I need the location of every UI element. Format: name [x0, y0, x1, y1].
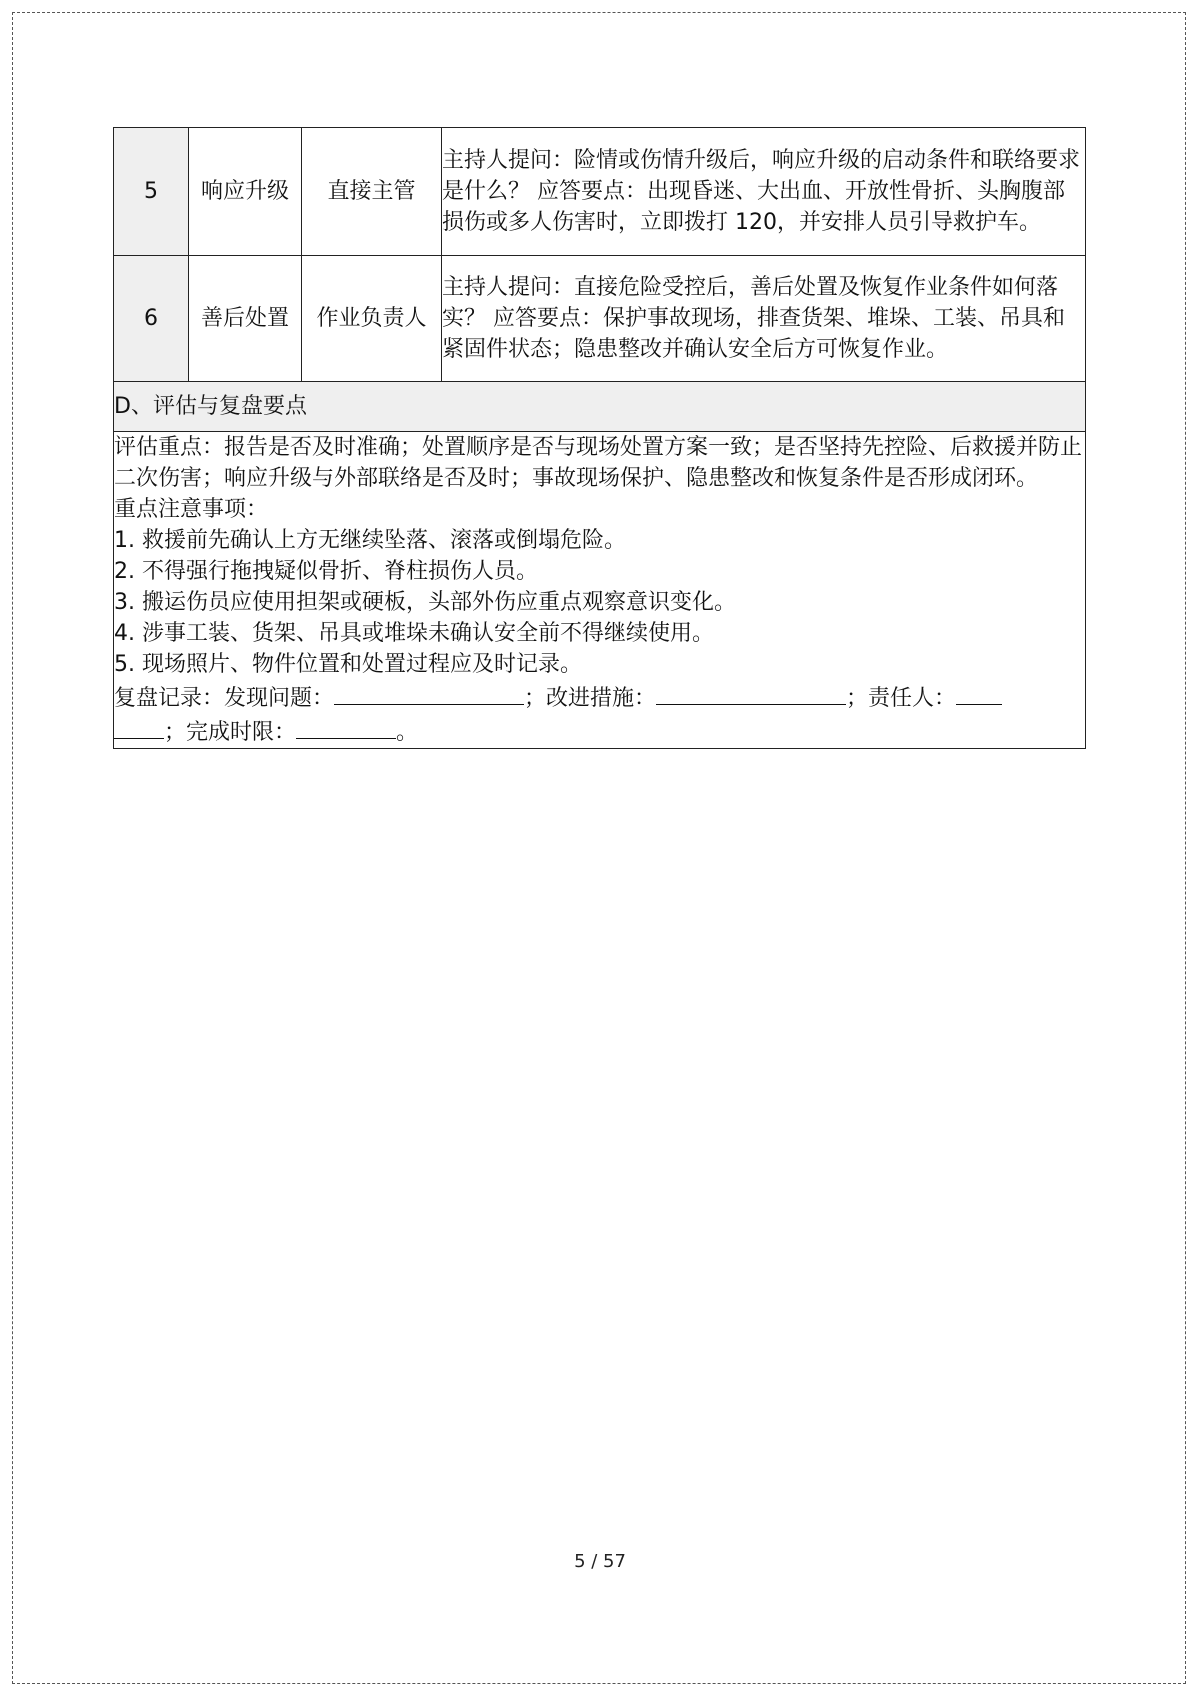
- responsible-role: 作业负责人: [302, 256, 442, 382]
- note-item: 4. 涉事工装、货架、吊具或堆垛未确认安全前不得继续使用。: [114, 621, 714, 646]
- page-number: 5 / 57: [574, 1551, 626, 1572]
- row-number: 6: [114, 256, 189, 382]
- step-name: 响应升级: [189, 128, 302, 256]
- measure-label: ；改进措施：: [524, 686, 657, 711]
- review-label: 复盘记录：: [114, 686, 225, 711]
- deadline-blank[interactable]: [296, 714, 396, 739]
- owner-label: ；责任人：: [846, 686, 957, 711]
- owner-blank[interactable]: [956, 680, 1002, 705]
- table-row: [114, 256, 1086, 382]
- note-item: 1. 救援前先确认上方无继续坠落、滚落或倒塌危险。: [114, 528, 626, 553]
- drill-table: [113, 127, 1086, 749]
- step-content: 主持人提问：直接危险受控后，善后处置及恢复作业条件如何落实？ 应答要点：保护事故现场，排查货架、堆垛、工装、吊具和紧固件状态；隐患整改并确认安全后方可恢复作业。: [442, 256, 1086, 382]
- review-end: 。: [396, 720, 419, 745]
- note-item: 5. 现场照片、物件位置和处置过程应及时记录。: [114, 652, 582, 677]
- step-content: 主持人提问：险情或伤情升级后，响应升级的启动条件和联络要求是什么？ 应答要点：出现昏迷、大出血、开放性骨折、头胸腹部损伤或多人伤害时，立即拨打 120，并安排人员引导救护车。: [442, 128, 1086, 256]
- notes-title: 重点注意事项：: [114, 497, 269, 522]
- evaluation-focus: 评估重点：报告是否及时准确；处置顺序是否与现场处置方案一致；是否坚持先控险、后救援并防止二次伤害；响应升级与外部联络是否及时；事故现场保护、隐患整改和恢复条件是否形成闭环。: [114, 435, 1083, 491]
- section-header-row: [114, 382, 1086, 432]
- section-title: D、评估与复盘要点: [114, 382, 1086, 432]
- section-body-row: [114, 432, 1086, 749]
- note-item: 3. 搬运伤员应使用担架或硬板，头部外伤应重点观察意识变化。: [114, 590, 736, 615]
- table-row: [114, 128, 1086, 256]
- review-record: [114, 680, 1085, 748]
- problem-label: 发现问题：: [224, 686, 335, 711]
- deadline-label: ；完成时限：: [164, 720, 297, 745]
- owner-blank-cont[interactable]: [114, 714, 164, 739]
- note-item: 2. 不得强行拖拽疑似骨折、脊柱损伤人员。: [114, 559, 538, 584]
- evaluation-summary: [114, 432, 1086, 749]
- step-name: 善后处置: [189, 256, 302, 382]
- problem-blank[interactable]: [334, 680, 524, 705]
- row-number: 5: [114, 128, 189, 256]
- measure-blank[interactable]: [656, 680, 846, 705]
- responsible-role: 直接主管: [302, 128, 442, 256]
